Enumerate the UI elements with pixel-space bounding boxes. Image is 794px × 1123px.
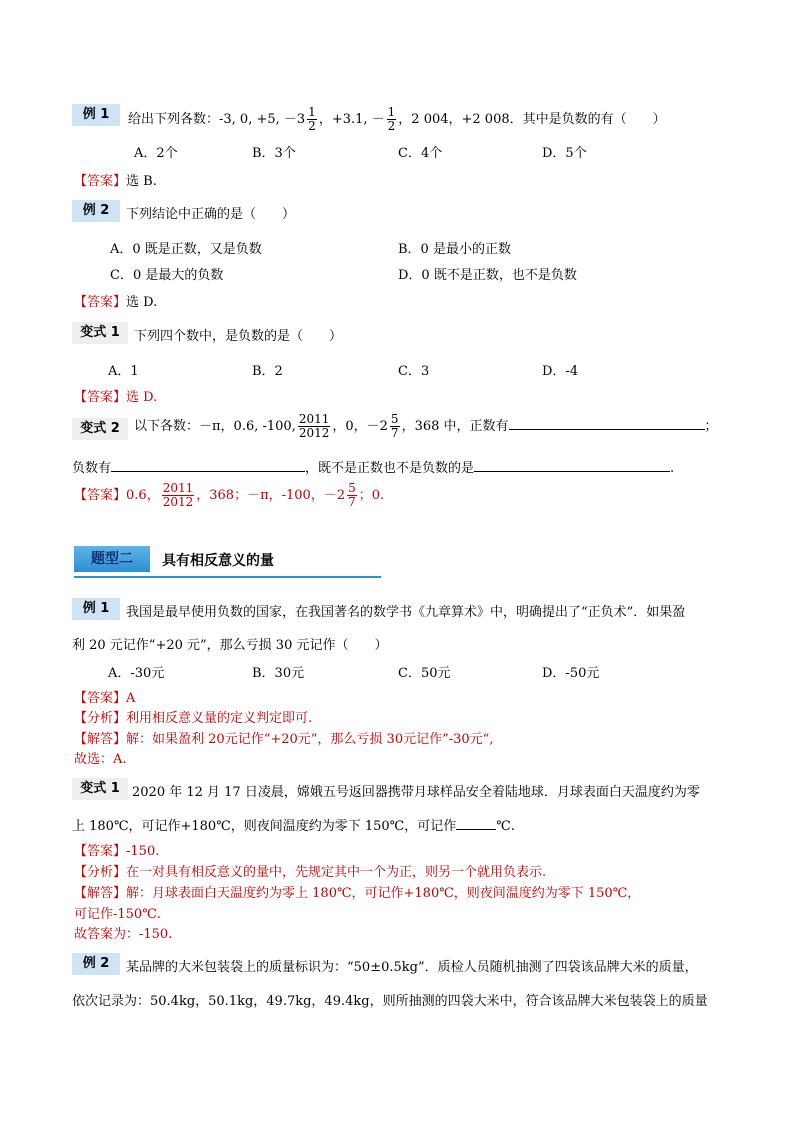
example-tag: 例 1 [72, 598, 120, 620]
option-a: A．1 [108, 364, 139, 379]
example-tag: 例 1 [72, 104, 120, 126]
question-text-line2: 上 180℃，可记作+180℃，则夜间温度约为零下 150℃，可记作 ℃. [72, 819, 515, 834]
answer-line: 【答案】选 D. [74, 390, 158, 405]
fraction: $\frac{1}{2}$ [308, 105, 316, 133]
fraction: $\frac{5}{7}$ [348, 481, 356, 509]
option-c: C．3 [398, 364, 430, 379]
option-c: C．0 是最大的负数 [110, 268, 224, 283]
analysis-line: 【分析】在一对具有相反意义的量中，先规定其中一个为正，则另一个就用负表示. [74, 865, 547, 880]
question-text-line2: 依次记录为：50.4kg，50.1kg，49.7kg，49.4kg，则所抽测的四袋大米中，符合该品牌大米包装袋上的质量 [72, 994, 708, 1009]
section-underline [74, 576, 381, 578]
question-text-line2: 负数有 ，既不是正数也不是负数的是 . [72, 461, 675, 476]
option-a: A．-30元 [108, 666, 165, 681]
solution-conclusion: 故答案为：-150. [74, 927, 173, 942]
solution-conclusion: 故选：A. [74, 752, 127, 767]
variant-tag: 变式 2 [72, 418, 128, 440]
answer-line: 【答案】0.6， $\frac{2011}{2012}$ ，368；－π，-100，－2 $\frac{5}{7}$ ；0. [74, 481, 385, 509]
option-b: B．30元 [252, 666, 305, 681]
option-d: D．0 既不是正数，也不是负数 [398, 268, 577, 283]
answer-line: 【答案】A [74, 691, 136, 706]
answer-line: 【答案】选 B. [74, 174, 157, 189]
section-title: 具有相反意义的量 [162, 553, 274, 569]
option-d: D．5个 [542, 146, 587, 161]
option-c: C．50元 [398, 666, 451, 681]
example-tag: 例 2 [72, 953, 120, 975]
answer-blank[interactable] [111, 459, 305, 472]
fraction: $\frac{5}{7}$ [390, 412, 399, 440]
solution-line2: 可记作-150℃. [74, 907, 161, 922]
option-b: B．0 是最小的正数 [398, 242, 511, 257]
solution-line: 【解答】解：月球表面白天温度约为零上 180℃，可记作+180℃，则夜间温度约为零下 150℃， [74, 886, 641, 901]
question-text-line2: 利 20 元记作“+20 元”，那么亏损 30 元记作（ ） [72, 638, 388, 653]
question-text: 以下各数：－π，0.6, -100, $\frac{2011}{2012}$ ，0，－2 $\frac{5}{7}$ ，368 中，正数有 ； [134, 412, 718, 440]
question-text: 2020 年 12 月 17 日凌晨，嫦娥五号返回器携带月球样品安全着陆地球．月球表面白天温度约为零 [132, 785, 700, 800]
option-a: A．0 既是正数，又是负数 [110, 242, 262, 257]
answer-blank[interactable] [456, 817, 496, 830]
fraction: $\frac{2011}{2012}$ [298, 412, 330, 440]
answer-blank[interactable] [474, 459, 670, 472]
variant-tag: 变式 1 [72, 778, 128, 800]
option-d: D．-50元 [542, 666, 600, 681]
question-text: 我国是最早使用负数的国家，在我国著名的数学书《九章算术》中，明确提出了“正负术”．如果盈 [126, 605, 686, 620]
answer-blank[interactable] [509, 417, 705, 430]
variant-tag: 变式 1 [72, 322, 128, 344]
option-d: D．-4 [542, 364, 579, 379]
analysis-line: 【分析】利用相反意义量的定义判定即可. [74, 711, 313, 726]
fraction: $\frac{2011}{2012}$ [162, 481, 194, 509]
option-b: B．3个 [252, 146, 296, 161]
question-text: 下列结论中正确的是（ ） [126, 207, 296, 222]
answer-line: 【答案】选 D. [74, 295, 158, 310]
option-a: A．2个 [134, 146, 178, 161]
option-c: C．4个 [398, 146, 443, 161]
answer-line: 【答案】-150. [74, 844, 160, 859]
section-tag: 题型二 [74, 546, 150, 572]
question-text: 下列四个数中，是负数的是（ ） [134, 329, 343, 344]
option-b: B．2 [252, 364, 283, 379]
example-tag: 例 2 [72, 200, 120, 222]
question-text: 给出下列各数：-3, 0, +5, －3 $\frac{1}{2}$ ，+3.1, － $\frac{1}{2}$ ，2 004，+2 008．其中是负数的有（ ） [128, 105, 666, 133]
question-text: 某品牌的大米包装袋上的质量标识为：“50±0.5kg”．质检人员随机抽测了四袋该品牌大米的质量， [126, 960, 698, 975]
fraction: $\frac{1}{2}$ [387, 105, 396, 133]
solution-line: 【解答】解：如果盈利 20元记作“+20元”，那么亏损 30元记作”-30元“, [74, 732, 494, 747]
